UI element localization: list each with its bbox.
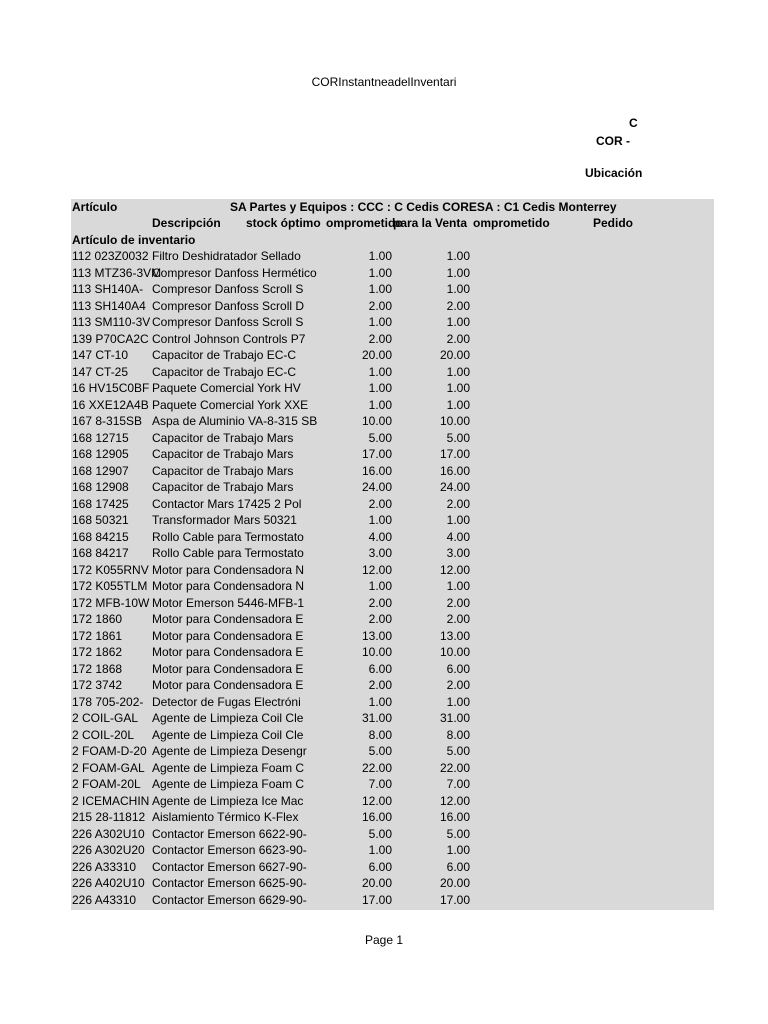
stock-optimo-value: 5.00 bbox=[368, 826, 392, 841]
table-row bbox=[71, 859, 714, 875]
stock-optimo-value: 5.00 bbox=[368, 744, 392, 758]
item-description: Motor para Condensadora E bbox=[152, 612, 304, 626]
table-row bbox=[71, 578, 714, 594]
table-row bbox=[71, 694, 714, 710]
stock-optimo-value: 10.00 bbox=[361, 645, 392, 659]
table-row bbox=[71, 512, 714, 528]
table-row bbox=[71, 875, 714, 891]
stock-optimo-value: 2.00 bbox=[368, 678, 392, 692]
stock-optimo-value: 1.00 bbox=[368, 249, 392, 263]
table-row bbox=[71, 842, 714, 858]
item-code: 113 MTZ36-3VM bbox=[72, 265, 162, 280]
stock-optimo-value: 12.00 bbox=[361, 562, 392, 577]
item-description: Agente de Limpieza Coil Cle bbox=[152, 711, 304, 725]
disponible-value: 6.00 bbox=[446, 661, 470, 676]
disponible-value: 6.00 bbox=[446, 859, 470, 874]
stock-optimo-value: 1.00 bbox=[368, 579, 392, 593]
item-code: 172 1868 bbox=[72, 661, 123, 676]
item-description: Filtro Deshidratador Sellado bbox=[152, 249, 301, 263]
table-row bbox=[71, 611, 714, 627]
stock-optimo-value: 16.00 bbox=[361, 463, 392, 478]
header-location: SA Partes y Equipos : CCC : C Cedis CORESA : C1 Cedis Monterrey bbox=[230, 200, 617, 214]
item-description: Rollo Cable para Termostato bbox=[152, 529, 304, 544]
disponible-value: 2.00 bbox=[446, 595, 470, 610]
table-row bbox=[71, 760, 714, 776]
disponible-value: 2.00 bbox=[446, 298, 470, 313]
table-row bbox=[71, 347, 714, 363]
table-row bbox=[71, 727, 714, 743]
report-header-line-1: C bbox=[629, 116, 638, 130]
disponible-value: 10.00 bbox=[439, 414, 470, 428]
item-code: 172 1861 bbox=[72, 628, 123, 643]
item-description: Agente de Limpieza Desengr bbox=[152, 744, 307, 758]
stock-optimo-value: 1.00 bbox=[368, 843, 392, 857]
stock-optimo-value: 1.00 bbox=[368, 397, 392, 412]
item-description: Motor para Condensadora E bbox=[152, 628, 304, 643]
stock-optimo-value: 8.00 bbox=[368, 727, 392, 742]
item-code: 2 COIL-20L bbox=[72, 727, 135, 742]
stock-optimo-value: 1.00 bbox=[368, 694, 392, 709]
disponible-value: 4.00 bbox=[446, 529, 470, 544]
table-row bbox=[71, 529, 714, 545]
item-code: 168 12715 bbox=[72, 430, 129, 445]
item-code: 147 CT-10 bbox=[72, 348, 129, 362]
disponible-value: 2.00 bbox=[446, 678, 470, 692]
table-row bbox=[71, 710, 714, 726]
stock-optimo-value: 1.00 bbox=[368, 315, 392, 329]
disponible-value: 7.00 bbox=[446, 777, 470, 791]
stock-optimo-value: 16.00 bbox=[361, 810, 392, 824]
item-description: Capacitor de Trabajo Mars bbox=[152, 430, 294, 445]
table-row bbox=[71, 661, 714, 677]
disponible-value: 2.00 bbox=[446, 331, 470, 346]
inventory-table bbox=[71, 199, 714, 910]
stock-optimo-value: 3.00 bbox=[368, 546, 392, 560]
item-code: 2 FOAM-20L bbox=[72, 777, 141, 791]
item-description: Control Johnson Controls P7 bbox=[152, 331, 306, 346]
table-row bbox=[71, 446, 714, 462]
table-row bbox=[71, 892, 714, 908]
table-row bbox=[71, 595, 714, 611]
item-description: Capacitor de Trabajo EC-C bbox=[152, 364, 297, 379]
item-code: 16 HV15C0BF bbox=[72, 381, 150, 395]
item-description: Motor para Condensadora E bbox=[152, 678, 304, 692]
stock-optimo-value: 1.00 bbox=[368, 282, 392, 296]
table-row bbox=[71, 479, 714, 495]
stock-optimo-value: 24.00 bbox=[361, 480, 392, 494]
table-row bbox=[71, 496, 714, 512]
item-description: Compresor Danfoss Hermético bbox=[152, 265, 317, 280]
disponible-value: 16.00 bbox=[439, 810, 470, 824]
stock-optimo-value: 13.00 bbox=[361, 628, 392, 643]
item-description: Contactor Emerson 6623-90- bbox=[152, 843, 307, 857]
disponible-value: 17.00 bbox=[439, 447, 470, 461]
table-row bbox=[71, 562, 714, 578]
item-code: 167 8-315SB bbox=[72, 414, 143, 428]
table-row bbox=[71, 545, 714, 561]
item-description: Contactor Mars 17425 2 Pol bbox=[152, 496, 302, 511]
item-code: 113 SH140A4 bbox=[72, 298, 146, 313]
item-code: 147 CT-25 bbox=[72, 364, 129, 379]
item-description: Capacitor de Trabajo Mars bbox=[152, 463, 294, 478]
item-description: Rollo Cable para Termostato bbox=[152, 546, 304, 560]
disponible-value: 1.00 bbox=[446, 397, 470, 412]
item-code: 168 17425 bbox=[72, 496, 129, 511]
disponible-value: 1.00 bbox=[446, 694, 470, 709]
stock-optimo-value: 20.00 bbox=[361, 348, 392, 362]
stock-optimo-value: 2.00 bbox=[368, 595, 392, 610]
item-description: Capacitor de Trabajo EC-C bbox=[152, 348, 297, 362]
stock-optimo-value: 4.00 bbox=[368, 529, 392, 544]
disponible-value: 1.00 bbox=[446, 249, 470, 263]
table-row bbox=[71, 281, 714, 297]
item-code: 172 K055TLM bbox=[72, 579, 148, 593]
item-code: 172 MFB-10W bbox=[72, 595, 150, 610]
item-code: 2 FOAM-GAL bbox=[72, 760, 145, 775]
disponible-value: 1.00 bbox=[446, 579, 470, 593]
report-header-line-3: Ubicación bbox=[585, 166, 643, 180]
item-code: 168 12907 bbox=[72, 463, 129, 478]
item-code: 226 A302U20 bbox=[72, 843, 145, 857]
disponible-value: 1.00 bbox=[446, 364, 470, 379]
item-code: 168 84217 bbox=[72, 546, 129, 560]
item-code: 139 P70CA2C bbox=[72, 331, 149, 346]
table-row bbox=[71, 430, 714, 446]
stock-optimo-value: 17.00 bbox=[361, 892, 392, 907]
stock-optimo-value: 5.00 bbox=[368, 430, 392, 445]
item-code: 168 12908 bbox=[72, 480, 129, 494]
table-row bbox=[71, 248, 714, 264]
stock-optimo-value: 1.00 bbox=[368, 364, 392, 379]
item-code: 215 28-11812 bbox=[72, 810, 146, 824]
item-code: 172 1862 bbox=[72, 645, 123, 659]
item-code: 113 SH140A- bbox=[72, 282, 144, 296]
item-description: Contactor Emerson 6629-90- bbox=[152, 892, 307, 907]
item-code: 178 705-202- bbox=[72, 694, 144, 709]
stock-optimo-value: 2.00 bbox=[368, 496, 392, 511]
disponible-value: 20.00 bbox=[439, 348, 470, 362]
item-description: Detector de Fugas Electróni bbox=[152, 694, 301, 709]
item-code: 113 SM110-3V bbox=[72, 315, 151, 329]
disponible-value: 17.00 bbox=[439, 892, 470, 907]
table-row bbox=[71, 644, 714, 660]
table-row bbox=[71, 314, 714, 330]
disponible-value: 1.00 bbox=[446, 513, 470, 527]
report-header-line-2: COR - bbox=[596, 134, 630, 148]
item-code: 168 12905 bbox=[72, 447, 129, 461]
table-row bbox=[71, 826, 714, 842]
item-code: 2 FOAM-D-20 bbox=[72, 744, 147, 758]
header-para-la-venta: para la Venta bbox=[393, 216, 468, 230]
item-code: 172 1860 bbox=[72, 612, 123, 626]
stock-optimo-value: 22.00 bbox=[361, 760, 392, 775]
item-description: Capacitor de Trabajo Mars bbox=[152, 480, 294, 494]
item-description: Motor para Condensadora E bbox=[152, 661, 304, 676]
disponible-value: 10.00 bbox=[439, 645, 470, 659]
item-description: Aislamiento Térmico K-Flex bbox=[152, 810, 299, 824]
table-row bbox=[71, 298, 714, 314]
item-description: Compresor Danfoss Scroll D bbox=[152, 298, 305, 313]
header-stock-optimo: stock óptimo bbox=[246, 216, 321, 230]
stock-optimo-value: 2.00 bbox=[368, 612, 392, 626]
item-description: Agente de Limpieza Ice Mac bbox=[152, 793, 304, 808]
stock-optimo-value: 31.00 bbox=[361, 711, 392, 725]
item-description: Contactor Emerson 6627-90- bbox=[152, 859, 307, 874]
table-row bbox=[71, 628, 714, 644]
table-row bbox=[71, 265, 714, 281]
disponible-value: 12.00 bbox=[439, 562, 470, 577]
item-description: Motor para Condensadora N bbox=[152, 579, 305, 593]
disponible-value: 22.00 bbox=[439, 760, 470, 775]
stock-optimo-value: 6.00 bbox=[368, 859, 392, 874]
table-row bbox=[71, 397, 714, 413]
table-row bbox=[71, 380, 714, 396]
item-code: 168 50321 bbox=[72, 513, 129, 527]
table-row bbox=[71, 793, 714, 809]
stock-optimo-value: 1.00 bbox=[368, 265, 392, 280]
disponible-value: 1.00 bbox=[446, 315, 470, 329]
item-description: Contactor Emerson 6622-90- bbox=[152, 826, 307, 841]
item-code: 172 3742 bbox=[72, 678, 123, 692]
item-code: 112 023Z0032 bbox=[72, 249, 149, 263]
group-label: Artículo de inventario bbox=[72, 233, 196, 247]
stock-optimo-value: 7.00 bbox=[368, 777, 392, 791]
item-code: 168 84215 bbox=[72, 529, 129, 544]
disponible-value: 16.00 bbox=[439, 463, 470, 478]
page-number: Page 1 bbox=[364, 933, 404, 947]
item-description: Agente de Limpieza Foam C bbox=[152, 760, 305, 775]
table-row bbox=[71, 364, 714, 380]
item-code: 226 A33310 bbox=[72, 859, 137, 874]
stock-optimo-value: 20.00 bbox=[361, 876, 392, 890]
item-description: Paquete Comercial York HV bbox=[152, 381, 301, 395]
header-descripcion: Descripción bbox=[152, 216, 221, 230]
header-comprometido: omprometido bbox=[326, 216, 403, 230]
item-description: Transformador Mars 50321 bbox=[152, 513, 297, 527]
item-description: Agente de Limpieza Foam C bbox=[152, 777, 305, 791]
disponible-value: 1.00 bbox=[446, 265, 470, 280]
disponible-value: 1.00 bbox=[446, 381, 470, 395]
disponible-value: 31.00 bbox=[439, 711, 470, 725]
disponible-value: 12.00 bbox=[439, 793, 470, 808]
item-code: 226 A302U10 bbox=[72, 826, 145, 841]
item-description: Motor para Condensadora N bbox=[152, 562, 305, 577]
table-row bbox=[71, 413, 714, 429]
item-code: 2 ICEMACHIN bbox=[72, 793, 150, 808]
table-row bbox=[71, 463, 714, 479]
table-row bbox=[71, 331, 714, 347]
disponible-value: 2.00 bbox=[446, 496, 470, 511]
item-description: Motor Emerson 5446-MFB-1 bbox=[152, 595, 305, 610]
item-description: Motor para Condensadora E bbox=[152, 645, 304, 659]
stock-optimo-value: 12.00 bbox=[361, 793, 392, 808]
disponible-value: 2.00 bbox=[446, 612, 470, 626]
stock-optimo-value: 6.00 bbox=[368, 661, 392, 676]
disponible-value: 8.00 bbox=[446, 727, 470, 742]
header-comprometido-2: omprometido bbox=[473, 216, 550, 230]
item-description: Paquete Comercial York XXE bbox=[152, 397, 309, 412]
item-description: Compresor Danfoss Scroll S bbox=[152, 282, 304, 296]
table-row bbox=[71, 743, 714, 759]
disponible-value: 20.00 bbox=[439, 876, 470, 890]
disponible-value: 5.00 bbox=[446, 744, 470, 758]
header-articulo: Artículo bbox=[72, 200, 118, 214]
document-title: CORInstantneadelInventari bbox=[311, 75, 457, 89]
disponible-value: 3.00 bbox=[446, 546, 470, 560]
item-code: 226 A402U10 bbox=[72, 876, 145, 890]
item-code: 172 K055RNV bbox=[72, 562, 149, 577]
item-description: Compresor Danfoss Scroll S bbox=[152, 315, 304, 329]
disponible-value: 1.00 bbox=[446, 282, 470, 296]
stock-optimo-value: 2.00 bbox=[368, 331, 392, 346]
table-row bbox=[71, 776, 714, 792]
item-code: 226 A43310 bbox=[72, 892, 137, 907]
item-description: Agente de Limpieza Coil Cle bbox=[152, 727, 304, 742]
stock-optimo-value: 2.00 bbox=[368, 298, 392, 313]
stock-optimo-value: 10.00 bbox=[361, 414, 392, 428]
disponible-value: 1.00 bbox=[446, 843, 470, 857]
stock-optimo-value: 1.00 bbox=[368, 513, 392, 527]
disponible-value: 24.00 bbox=[439, 480, 470, 494]
disponible-value: 5.00 bbox=[446, 430, 470, 445]
item-code: 2 COIL-GAL bbox=[72, 711, 139, 725]
item-description: Contactor Emerson 6625-90- bbox=[152, 876, 307, 890]
stock-optimo-value: 1.00 bbox=[368, 381, 392, 395]
table-row bbox=[71, 809, 714, 825]
item-code: 16 XXE12A4B bbox=[72, 397, 149, 412]
disponible-value: 13.00 bbox=[439, 628, 470, 643]
item-description: Capacitor de Trabajo Mars bbox=[152, 447, 294, 461]
table-row bbox=[71, 677, 714, 693]
disponible-value: 5.00 bbox=[446, 826, 470, 841]
header-pedido: Pedido bbox=[592, 216, 633, 230]
stock-optimo-value: 17.00 bbox=[361, 447, 392, 461]
item-description: Aspa de Aluminio VA-8-315 SB bbox=[152, 414, 318, 428]
